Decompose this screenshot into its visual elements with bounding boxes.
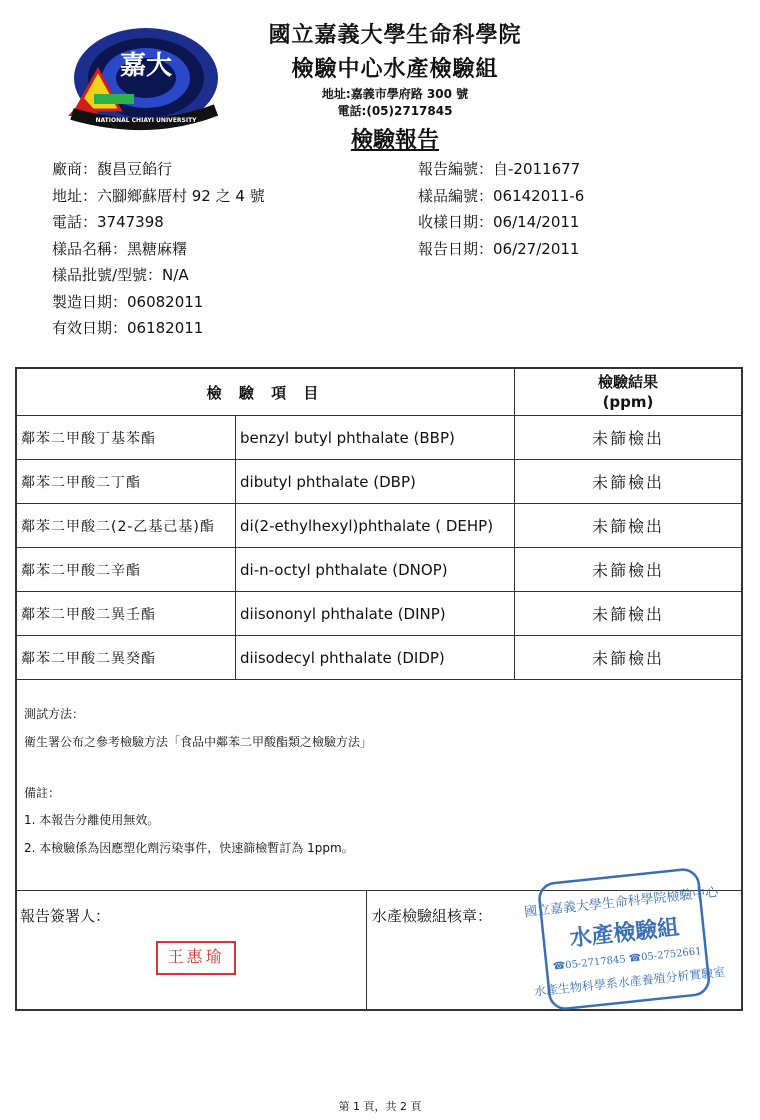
sample-batch: 樣品批號/型號：N/A xyxy=(52,266,189,284)
item-en: di-n-octyl phthalate (DNOP) xyxy=(236,548,515,592)
method-label: 測試方法： xyxy=(24,707,85,721)
remark-2: 2. 本檢驗係為因應塑化劑污染事件，快速篩檢暫訂為 1ppm。 xyxy=(24,841,354,855)
item-zh: 鄰苯二甲酸二(2-乙基己基)酯 xyxy=(17,504,236,548)
stamp-phone-text: ☎05-2717845 ☎05-2752661 xyxy=(552,946,703,973)
report-number: 報告編號：自-2011677 xyxy=(418,160,581,178)
item-result: 未篩檢出 xyxy=(515,592,742,636)
header-phone: 電話:(05)2717845 xyxy=(337,104,453,118)
item-zh: 鄰苯二甲酸二丁酯 xyxy=(17,460,236,504)
table-row xyxy=(17,592,741,636)
stamp-bottom-text: 水產生物科學系水產養殖分析實驗室 xyxy=(533,964,726,999)
header-result xyxy=(515,369,742,416)
item-result: 未篩檢出 xyxy=(515,416,742,460)
table-header-row xyxy=(17,369,741,416)
center-name: 檢驗中心水產檢驗組 xyxy=(291,57,499,82)
stamp-main-text: 水產檢驗組 xyxy=(568,914,681,952)
header-result-label: 檢驗結果 xyxy=(597,373,658,391)
item-zh: 鄰苯二甲酸二異壬酯 xyxy=(17,592,236,636)
signer-chop: 王惠瑜 xyxy=(156,941,236,975)
results-table xyxy=(17,369,741,680)
remark-1: 1. 本報告分離使用無效。 xyxy=(24,813,160,827)
university-name: 國立嘉義大學生命科學院 xyxy=(268,23,522,48)
signer-label: 報告簽署人： xyxy=(20,907,111,925)
remark-label: 備註： xyxy=(24,786,61,800)
sample-name: 樣品名稱：黑糖麻糬 xyxy=(52,239,188,258)
item-en: diisononyl phthalate (DINP) xyxy=(236,592,515,636)
stamp-top-text: 國立嘉義大學生命科學院檢驗中心 xyxy=(523,885,720,921)
header-item: 檢 驗 項 目 xyxy=(17,369,515,416)
item-result: 未篩檢出 xyxy=(515,504,742,548)
header-result-unit: (ppm) xyxy=(602,393,654,411)
item-zh: 鄰苯二甲酸二異癸酯 xyxy=(17,636,236,680)
item-result: 未篩檢出 xyxy=(515,636,742,680)
expiry-date: 有效日期：06182011 xyxy=(52,319,204,337)
item-result: 未篩檢出 xyxy=(515,460,742,504)
logo-text: 嘉大 xyxy=(119,51,173,81)
item-en: benzyl butyl phthalate (BBP) xyxy=(236,416,515,460)
item-result: 未篩檢出 xyxy=(515,548,742,592)
client-info xyxy=(52,156,265,342)
report-date: 報告日期：06/27/2011 xyxy=(418,239,580,258)
item-zh: 鄰苯二甲酸丁基苯酯 xyxy=(17,416,236,460)
table-row xyxy=(17,636,741,680)
report-title: 檢驗報告 xyxy=(350,128,439,153)
sample-number: 樣品編號：06142011-6 xyxy=(418,186,585,205)
university-logo xyxy=(58,18,228,130)
received-date: 收樣日期：06/14/2011 xyxy=(418,213,580,231)
client-address: 地址：六腳鄉蘇厝村 92 之 4 號 xyxy=(52,186,265,205)
table-row xyxy=(17,460,741,504)
signature-column-divider xyxy=(366,890,367,1011)
table-row xyxy=(17,548,741,592)
item-zh: 鄰苯二甲酸二辛酯 xyxy=(17,548,236,592)
client-phone: 電話：3747398 xyxy=(52,213,164,231)
seal-label: 水產檢驗組核章： xyxy=(372,907,493,925)
table-row xyxy=(17,504,741,548)
table-row xyxy=(17,416,741,460)
lab-stamp xyxy=(523,868,726,1008)
page-footer: 第 1 頁，共 2 頁 xyxy=(338,1100,422,1113)
item-en: dibutyl phthalate (DBP) xyxy=(236,460,515,504)
header-address: 地址:嘉義市學府路 300 號 xyxy=(321,87,469,101)
item-en: diisodecyl phthalate (DIDP) xyxy=(236,636,515,680)
manufacture-date: 製造日期：06082011 xyxy=(52,292,204,311)
client-name: 廠商：馥昌豆餡行 xyxy=(52,160,173,178)
report-info xyxy=(418,156,584,262)
item-en: di(2-ethylhexyl)phthalate ( DEHP) xyxy=(236,504,515,548)
method-text: 衛生署公布之參考檢驗方法「食品中鄰苯二甲酸酯類之檢驗方法」 xyxy=(24,735,373,749)
logo-ring-text: NATIONAL CHIAYI UNIVERSITY xyxy=(95,117,197,124)
